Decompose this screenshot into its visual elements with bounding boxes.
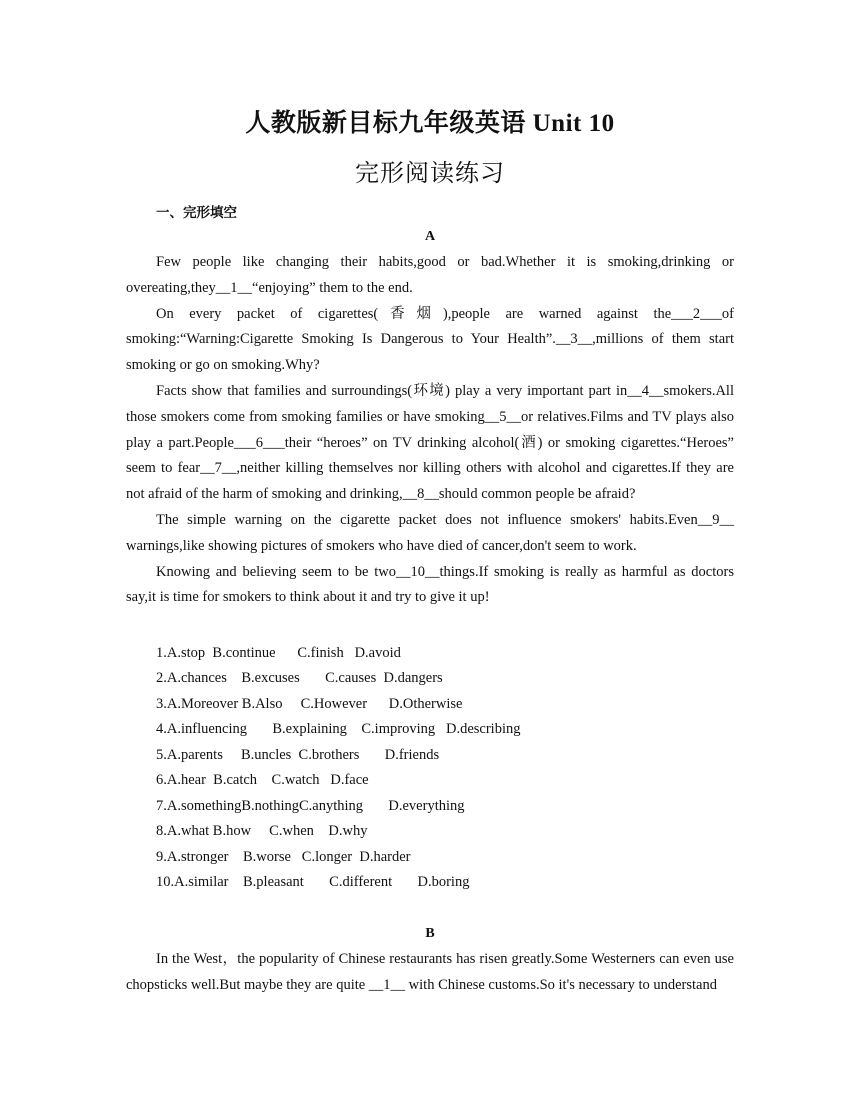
passage-a-text	[126, 250, 734, 611]
document-subtitle: 完形阅读练习	[355, 161, 505, 187]
passage-b-paragraph: In the West，the popularity of Chinese restaurants has risen greatly.Some Westerners can even use chopsticks well.But maybe they are quite __1__ with Chinese customs.So it's necessary to understand	[126, 951, 734, 993]
option-row: 8.A.what B.how C.when D.why	[156, 823, 368, 840]
passage-a-paragraph: Knowing and believing seem to be two__10__things.If smoking is really as harmful as doctors say,it is time for smokers to think about it and try to give it up!	[126, 563, 734, 606]
option-row: 6.A.hear B.catch C.watch D.face	[156, 772, 369, 789]
option-row: 7.A.somethingB.nothingC.anything D.everything	[156, 797, 465, 814]
option-row: 2.A.chances B.excuses C.causes D.dangers	[156, 670, 443, 687]
passage-a-paragraph: The simple warning on the cigarette packet does not influence smokers' habits.Even__9__ warnings,like showing pictures of smokers who have died of cancer,don't seem to work.	[126, 511, 734, 554]
option-row: 4.A.influencing B.explaining C.improving D.describing	[156, 721, 521, 738]
option-row: 9.A.stronger B.worse C.longer D.harder	[156, 848, 411, 865]
passage-a-paragraph: On every packet of cigarettes(香烟),people are warned against the___2___of smoking:“Warning:Cigarette Smoking Is Dangerous to Your Health”.__3__,millions of them start smoking or go on smoking.Why?	[126, 305, 734, 374]
document-title: 人教版新目标九年级英语 Unit 10	[245, 110, 615, 137]
passage-a-label: A	[424, 229, 436, 244]
option-row: 1.A.stop B.continue C.finish D.avoid	[156, 645, 401, 661]
passage-b-label: B	[425, 926, 435, 941]
option-row: 10.A.similar B.pleasant C.different D.boring	[156, 873, 470, 890]
section-heading: 一、完形填空	[156, 205, 237, 221]
option-row: 3.A.Moreover B.Also C.However D.Otherwise	[156, 695, 463, 712]
passage-a-paragraph: Few people like changing their habits,good or bad.Whether it is smoking,drinking or overeating,they__1__“enjoying” them to the end.	[126, 254, 734, 296]
passage-a-options	[156, 641, 716, 895]
passage-a-paragraph: Facts show that families and surroundings(环境) play a very important part in__4__smokers.All those smokers come from smoking families or have smoking__5__or relatives.Films and TV plays also play a part.People___6___their “heroes” on TV drinking alcohol(酒) or smoking cigarettes.“Heroes” seem to fear__7__,neither killing themselves nor killing others with alcohol and cigarettes.If they are not afraid of the harm of smoking and drinking,__8__should common people be afraid?	[126, 382, 734, 503]
option-row: 5.A.parents B.uncles C.brothers D.friends	[156, 746, 440, 763]
passage-b-text	[126, 947, 734, 999]
